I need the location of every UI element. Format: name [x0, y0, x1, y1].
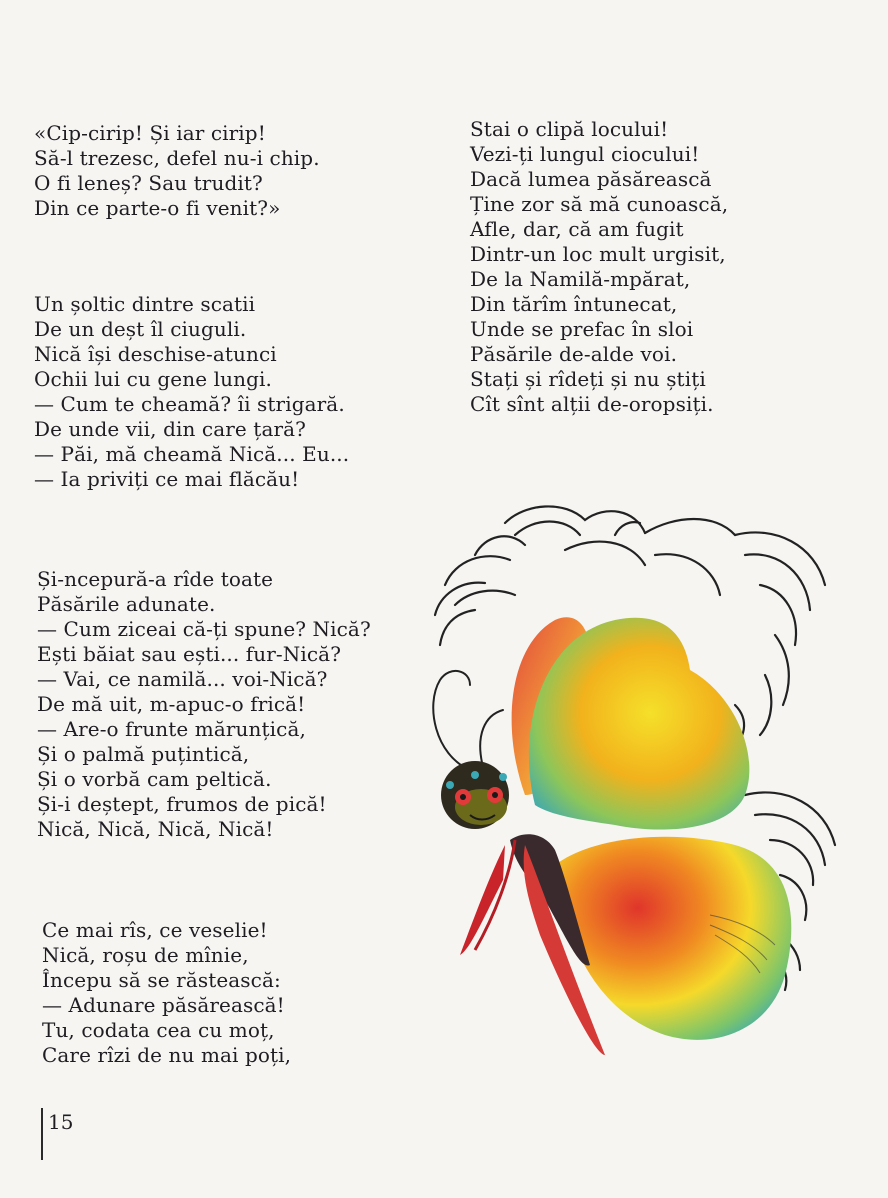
verse-line: Cît sînt alții de-oropsiți.	[470, 392, 714, 416]
verse-line: Să-l trezesc, defel nu-i chip.	[34, 146, 320, 170]
verse-line: Care rîzi de nu mai poți,	[42, 1043, 292, 1067]
verse-line: O fi leneș? Sau trudit?	[34, 171, 263, 195]
verse-line: Ești băiat sau ești... fur-Nică?	[37, 642, 342, 666]
verse-line: Nică își deschise-atunci	[34, 342, 277, 366]
stanza	[42, 918, 291, 1068]
verse-line: Stai o clipă locului!	[470, 117, 669, 141]
head-dot	[499, 773, 507, 781]
verse-line: Un șoltic dintre scatii	[34, 292, 256, 316]
verse-line: Nică, Nică, Nică, Nică!	[37, 817, 274, 841]
verse-line: Tu, codata cea cu moț,	[42, 1018, 275, 1042]
verse-line: Dintr-un loc mult urgisit,	[470, 242, 726, 266]
verse-line: Unde se prefac în sloi	[470, 317, 694, 341]
verse-line: De un deșt îl ciuguli.	[34, 317, 247, 341]
verse-line: Vezi-ți lungul ciocului!	[470, 142, 700, 166]
lower-wing	[555, 837, 791, 1040]
page-number: 15	[48, 1110, 74, 1134]
verse-line: De unde vii, din care țară?	[34, 417, 306, 441]
verse-line: — Ia priviți ce mai flăcău!	[34, 467, 300, 491]
verse-line: — Păi, mă cheamă Nică... Eu...	[34, 442, 350, 466]
verse-line: Începu să se răstească:	[42, 968, 281, 992]
verse-line: Și-i deștept, frumos de pică!	[37, 792, 327, 816]
verse-line: De la Namilă-mpărat,	[470, 267, 691, 291]
stanza	[37, 567, 371, 842]
stanza	[34, 292, 349, 492]
verse-line: Afle, dar, că am fugit	[470, 217, 684, 241]
verse-line: Dacă lumea păsărească	[470, 167, 712, 191]
eye-icon	[460, 794, 466, 800]
verse-line: Și o palmă puțintică,	[37, 742, 250, 766]
verse-line: Păsările adunate.	[37, 592, 216, 616]
verse-line: Stați și rîdeți și nu știți	[470, 367, 706, 391]
verse-line: Păsările de-alde voi.	[470, 342, 678, 366]
stanza	[34, 121, 320, 221]
head-dot	[446, 781, 454, 789]
verse-line: — Adunare păsărească!	[42, 993, 285, 1017]
verse-line: — Cum ziceai că-ți spune? Nică?	[37, 617, 371, 641]
page-number-rule	[41, 1108, 43, 1160]
verse-line: — Are-o frunte mărunțică,	[37, 717, 306, 741]
eye-icon	[492, 792, 498, 798]
verse-line: Ochii lui cu gene lungi.	[34, 367, 272, 391]
verse-line: — Vai, ce namilă... voi-Nică?	[37, 667, 328, 691]
verse-line: De mă uit, m-apuc-o frică!	[37, 692, 306, 716]
butterfly-illustration	[415, 495, 855, 1070]
head-dot	[471, 771, 479, 779]
verse-line: Ține zor să mă cunoască,	[470, 192, 729, 216]
stanza	[470, 117, 728, 417]
antenna-lines	[433, 671, 503, 770]
verse-line: Și-ncepură-a rîde toate	[37, 567, 274, 591]
verse-line: Din tărîm întunecat,	[470, 292, 678, 316]
verse-line: Ce mai rîs, ce veselie!	[42, 918, 268, 942]
verse-line: «Cip-cirip! Și iar cirip!	[34, 121, 266, 145]
verse-line: Și o vorbă cam peltică.	[37, 767, 272, 791]
verse-line: Din ce parte-o fi venit?»	[34, 196, 281, 220]
verse-line: Nică, roșu de mînie,	[42, 943, 249, 967]
verse-line: — Cum te cheamă? îi strigară.	[34, 392, 345, 416]
